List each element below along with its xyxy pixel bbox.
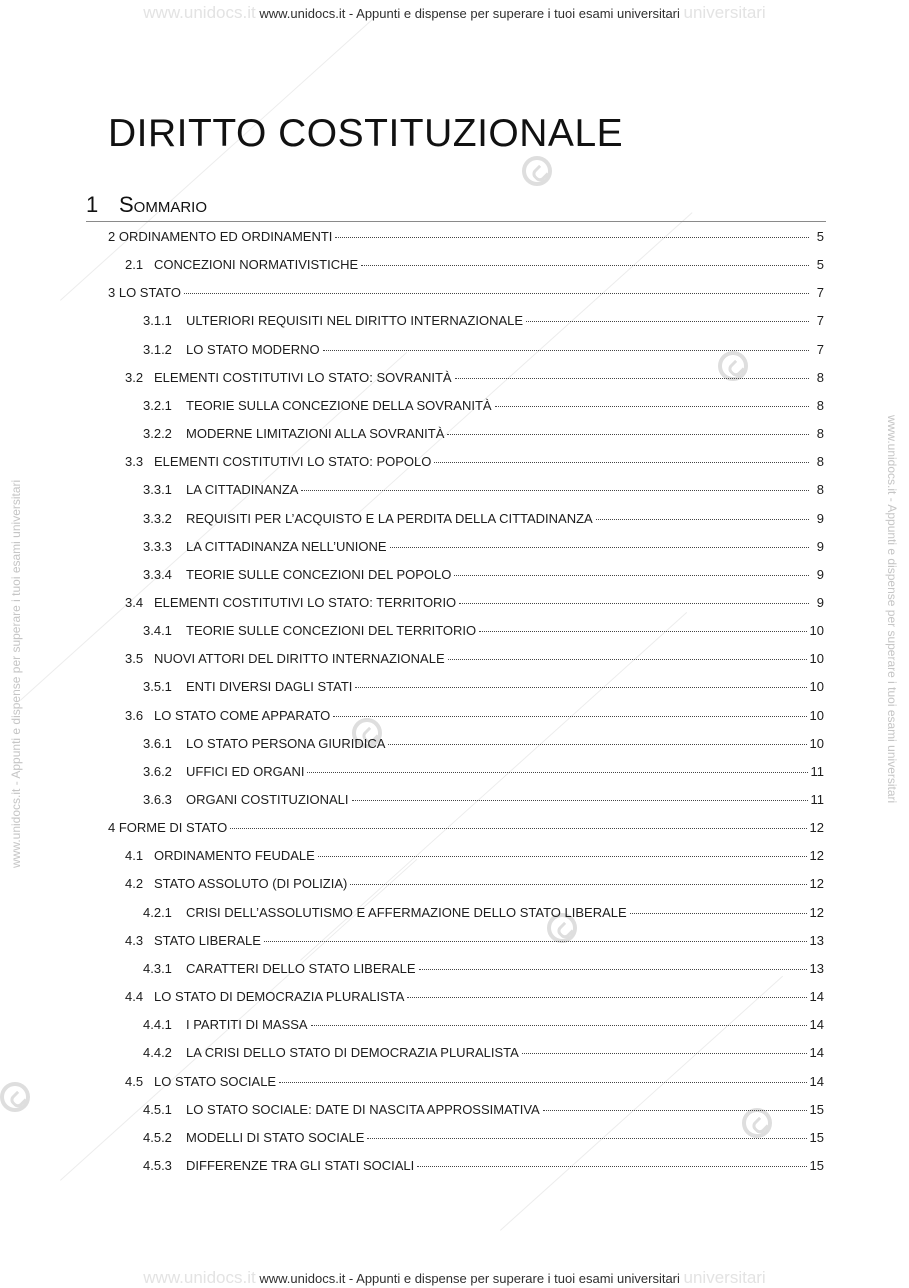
toc-entry[interactable] <box>143 1130 824 1148</box>
toc-entry[interactable] <box>125 454 824 472</box>
toc-entry[interactable] <box>143 679 824 697</box>
toc-entry[interactable] <box>143 482 824 500</box>
toc-entry[interactable] <box>125 933 824 951</box>
toc-entry-number: 3.2.1 <box>143 398 172 413</box>
toc-entry-number: 3.6.1 <box>143 736 172 751</box>
toc-entry-text: MODERNE LIMITAZIONI ALLA SOVRANITÀ <box>186 426 445 441</box>
toc-entry[interactable] <box>143 567 824 585</box>
toc-entry-text: MODELLI DI STATO SOCIALE <box>186 1130 365 1145</box>
section-heading <box>86 192 826 222</box>
toc-entry-text: CONCEZIONI NORMATIVISTICHE <box>154 257 359 272</box>
toc-entry-number: 3.5.1 <box>143 679 172 694</box>
toc-entry-number: 3.2 <box>125 370 144 385</box>
toc-entry-page-number: 11 <box>810 764 824 779</box>
toc-dot-leader <box>459 603 809 604</box>
watermark-side-right: www.unidocs.it - Appunti e dispense per superare i tuoi esami universitari <box>885 415 899 804</box>
watermark-logo-icon <box>0 1076 36 1118</box>
page-title: DIRITTO COSTITUZIONALE <box>108 112 624 155</box>
toc-dot-leader <box>434 462 809 463</box>
toc-entry-number: 3.2.2 <box>143 426 172 441</box>
toc-entry-page-number: 5 <box>816 229 824 244</box>
watermark-main-text: www.unidocs.it - Appunti e dispense per superare i tuoi esami universitari <box>259 1271 680 1286</box>
toc-entry-text: STATO LIBERALE <box>154 933 261 948</box>
toc-entry-text: LO STATO COME APPARATO <box>154 708 331 723</box>
toc-entry[interactable] <box>125 876 824 894</box>
watermark-ghost-text: www.unidocs.it <box>143 3 256 22</box>
toc-entry-text: LA CITTADINANZA NELL’UNIONE <box>186 539 387 554</box>
toc-entry-text: CRISI DELL’ASSOLUTISMO E AFFERMAZIONE DELLO STATO LIBERALE <box>186 905 627 920</box>
toc-entry-page-number: 8 <box>816 370 824 385</box>
toc-entry-page-number: 9 <box>816 595 824 610</box>
toc-entry[interactable] <box>108 820 824 838</box>
toc-entry-text: UFFICI ED ORGANI <box>186 764 305 779</box>
toc-dot-leader <box>318 856 807 857</box>
watermark-ghost-text: universitari <box>683 3 766 22</box>
toc-entry-text: NUOVI ATTORI DEL DIRITTO INTERNAZIONALE <box>154 651 445 666</box>
toc-dot-leader <box>417 1166 806 1167</box>
toc-dot-leader <box>455 378 809 379</box>
toc-dot-leader <box>367 1138 806 1139</box>
toc-dot-leader <box>543 1110 807 1111</box>
toc-entry[interactable] <box>143 1017 824 1035</box>
toc-entry-page-number: 12 <box>809 848 824 863</box>
toc-entry-text: DIFFERENZE TRA GLI STATI SOCIALI <box>186 1158 415 1173</box>
toc-entry-page-number: 7 <box>816 342 824 357</box>
toc-entry[interactable] <box>143 623 824 641</box>
toc-entry-page-number: 9 <box>816 511 824 526</box>
toc-dot-leader <box>361 265 809 266</box>
toc-dot-leader <box>526 321 809 322</box>
toc-entry[interactable] <box>143 539 824 557</box>
toc-entry-number: 2.1 <box>125 257 144 272</box>
toc-entry-page-number: 13 <box>809 961 824 976</box>
toc-entry-page-number: 10 <box>809 651 824 666</box>
toc-entry-number: 4.1 <box>125 848 144 863</box>
toc-entry[interactable] <box>108 285 824 303</box>
toc-dot-leader <box>333 716 806 717</box>
toc-entry-number: 4.5 <box>125 1074 144 1089</box>
toc-dot-leader <box>230 828 806 829</box>
toc-entry-text: I PARTITI DI MASSA <box>186 1017 308 1032</box>
toc-dot-leader <box>419 969 807 970</box>
toc-entry[interactable] <box>125 1074 824 1092</box>
toc-dot-leader <box>352 800 808 801</box>
toc-entry[interactable] <box>143 736 824 754</box>
section-number: 1 <box>86 192 99 217</box>
watermark-ghost-text: www.unidocs.it <box>143 1268 256 1287</box>
toc-entry[interactable] <box>143 511 824 529</box>
toc-entry-text: LO STATO MODERNO <box>186 342 320 357</box>
toc-entry[interactable] <box>143 342 824 360</box>
toc-entry[interactable] <box>125 708 824 726</box>
toc-dot-leader <box>311 1025 807 1026</box>
toc-entry-number: 3.4.1 <box>143 623 172 638</box>
toc-entry-text: LA CRISI DELLO STATO DI DEMOCRAZIA PLURALISTA <box>186 1045 519 1060</box>
toc-entry[interactable] <box>108 229 824 247</box>
toc-entry-page-number: 14 <box>809 1074 824 1089</box>
toc-entry-page-number: 9 <box>816 567 824 582</box>
toc-dot-leader <box>407 997 806 998</box>
toc-entry[interactable] <box>143 426 824 444</box>
toc-entry-text: 2 ORDINAMENTO ED ORDINAMENTI <box>108 229 333 244</box>
toc-entry[interactable] <box>143 398 824 416</box>
toc-entry-number: 3.1.2 <box>143 342 172 357</box>
toc-dot-leader <box>355 687 806 688</box>
toc-entry-page-number: 14 <box>809 1017 824 1032</box>
toc-entry-number: 3.5 <box>125 651 144 666</box>
toc-entry-text: REQUISITI PER L’ACQUISTO E LA PERDITA DELLA CITTADINANZA <box>186 511 593 526</box>
toc-entry[interactable] <box>143 792 824 810</box>
toc-entry-text: ELEMENTI COSTITUTIVI LO STATO: POPOLO <box>154 454 432 469</box>
toc-dot-leader <box>388 744 806 745</box>
watermark-footer <box>0 1268 909 1288</box>
toc-entry[interactable] <box>143 764 824 782</box>
toc-entry-page-number: 8 <box>816 398 824 413</box>
toc-entry-number: 3.6.2 <box>143 764 172 779</box>
toc-entry[interactable] <box>125 989 824 1007</box>
toc-dot-leader <box>495 406 809 407</box>
toc-entry-text: 3 LO STATO <box>108 285 181 300</box>
toc-entry-text: LO STATO DI DEMOCRAZIA PLURALISTA <box>154 989 405 1004</box>
toc-entry[interactable] <box>143 1045 824 1063</box>
toc-entry-number: 3.4 <box>125 595 144 610</box>
toc-dot-leader <box>335 237 809 238</box>
toc-entry-number: 4.5.1 <box>143 1102 172 1117</box>
toc-entry-text: TEORIE SULLE CONCEZIONI DEL TERRITORIO <box>186 623 477 638</box>
toc-entry-page-number: 15 <box>809 1158 824 1173</box>
toc-entry-page-number: 8 <box>816 426 824 441</box>
toc-entry-text: ELEMENTI COSTITUTIVI LO STATO: TERRITORIO <box>154 595 457 610</box>
toc-entry-number: 4.2.1 <box>143 905 172 920</box>
watermark-logo-icon <box>516 150 558 192</box>
toc-dot-leader <box>184 293 809 294</box>
toc-entry-page-number: 14 <box>809 1045 824 1060</box>
toc-entry-text: ENTI DIVERSI DAGLI STATI <box>186 679 353 694</box>
toc-entry-number: 4.5.3 <box>143 1158 172 1173</box>
toc-entry-number: 3.6.3 <box>143 792 172 807</box>
toc-entry[interactable] <box>125 848 824 866</box>
toc-entry-text: LO STATO SOCIALE: DATE DI NASCITA APPROSSIMATIVA <box>186 1102 540 1117</box>
toc-entry[interactable] <box>143 1158 824 1176</box>
toc-entry-page-number: 5 <box>816 257 824 272</box>
toc-entry-number: 4.2 <box>125 876 144 891</box>
toc-entry[interactable] <box>125 370 824 388</box>
toc-entry-text: LO STATO SOCIALE <box>154 1074 277 1089</box>
toc-entry-text: ORGANI COSTITUZIONALI <box>186 792 349 807</box>
toc-dot-leader <box>596 519 809 520</box>
toc-entry[interactable] <box>143 961 824 979</box>
toc-entry-number: 4.4 <box>125 989 144 1004</box>
toc-dot-leader <box>630 913 807 914</box>
toc-entry-page-number: 9 <box>816 539 824 554</box>
toc-entry-text: ELEMENTI COSTITUTIVI LO STATO: SOVRANITÀ <box>154 370 452 385</box>
toc-entry-page-number: 11 <box>810 792 824 807</box>
toc-entry-number: 4.4.2 <box>143 1045 172 1060</box>
toc-entry-text: STATO ASSOLUTO (DI POLIZIA) <box>154 876 348 891</box>
toc-entry-number: 3.3 <box>125 454 144 469</box>
toc-entry-number: 3.3.3 <box>143 539 172 554</box>
toc-entry-number: 4.5.2 <box>143 1130 172 1145</box>
toc-entry[interactable] <box>125 257 824 275</box>
toc-entry-page-number: 10 <box>809 623 824 638</box>
toc-dot-leader <box>479 631 806 632</box>
toc-dot-leader <box>447 434 809 435</box>
toc-entry-page-number: 15 <box>809 1130 824 1145</box>
toc-entry-number: 3.3.1 <box>143 482 172 497</box>
toc-dot-leader <box>279 1082 806 1083</box>
toc-entry-page-number: 12 <box>809 876 824 891</box>
toc-entry-text: LO STATO PERSONA GIURIDICA <box>186 736 386 751</box>
toc-entry-page-number: 7 <box>816 285 824 300</box>
toc-entry-page-number: 15 <box>809 1102 824 1117</box>
toc-entry-page-number: 12 <box>809 905 824 920</box>
watermark-main-text: www.unidocs.it - Appunti e dispense per superare i tuoi esami universitari <box>259 6 680 21</box>
toc-entry-number: 4.3.1 <box>143 961 172 976</box>
toc-entry-page-number: 8 <box>816 454 824 469</box>
toc-entry-page-number: 12 <box>809 820 824 835</box>
toc-entry-page-number: 10 <box>809 679 824 694</box>
toc-dot-leader <box>307 772 807 773</box>
toc-entry-number: 3.6 <box>125 708 144 723</box>
toc-entry-number: 3.1.1 <box>143 313 172 328</box>
toc-entry-page-number: 7 <box>816 313 824 328</box>
toc-entry[interactable] <box>143 905 824 923</box>
toc-entry-text: CARATTERI DELLO STATO LIBERALE <box>186 961 416 976</box>
toc-entry-number: 4.4.1 <box>143 1017 172 1032</box>
toc-dot-leader <box>323 350 809 351</box>
toc-entry-page-number: 14 <box>809 989 824 1004</box>
toc-entry-text: ORDINAMENTO FEUDALE <box>154 848 315 863</box>
toc-entry-page-number: 13 <box>809 933 824 948</box>
toc-entry[interactable] <box>143 313 824 331</box>
toc-dot-leader <box>264 941 807 942</box>
toc-entry-text: TEORIE SULLA CONCEZIONE DELLA SOVRANITÀ <box>186 398 492 413</box>
watermark-header <box>0 3 909 23</box>
toc-entry-text: 4 FORME DI STATO <box>108 820 228 835</box>
toc-dot-leader <box>350 884 806 885</box>
toc-entry-number: 3.3.4 <box>143 567 172 582</box>
toc-entry[interactable] <box>143 1102 824 1120</box>
toc-entry[interactable] <box>125 595 824 613</box>
toc-entry[interactable] <box>125 651 824 669</box>
toc-dot-leader <box>301 490 809 491</box>
watermark-side-left: www.unidocs.it - Appunti e dispense per superare i tuoi esami universitari <box>9 479 23 868</box>
watermark-ghost-text: universitari <box>683 1268 766 1287</box>
toc-entry-text: TEORIE SULLE CONCEZIONI DEL POPOLO <box>186 567 452 582</box>
toc-entry-number: 3.3.2 <box>143 511 172 526</box>
toc-dot-leader <box>390 547 809 548</box>
toc-entry-text: LA CITTADINANZA <box>186 482 299 497</box>
toc-entry-page-number: 8 <box>816 482 824 497</box>
toc-entry-number: 4.3 <box>125 933 144 948</box>
toc-entry-page-number: 10 <box>809 708 824 723</box>
toc-entry-page-number: 10 <box>809 736 824 751</box>
section-title: Sommario <box>119 192 208 217</box>
toc-dot-leader <box>454 575 809 576</box>
toc-dot-leader <box>448 659 807 660</box>
toc-entry-text: ULTERIORI REQUISITI NEL DIRITTO INTERNAZIONALE <box>186 313 524 328</box>
toc-dot-leader <box>522 1053 807 1054</box>
